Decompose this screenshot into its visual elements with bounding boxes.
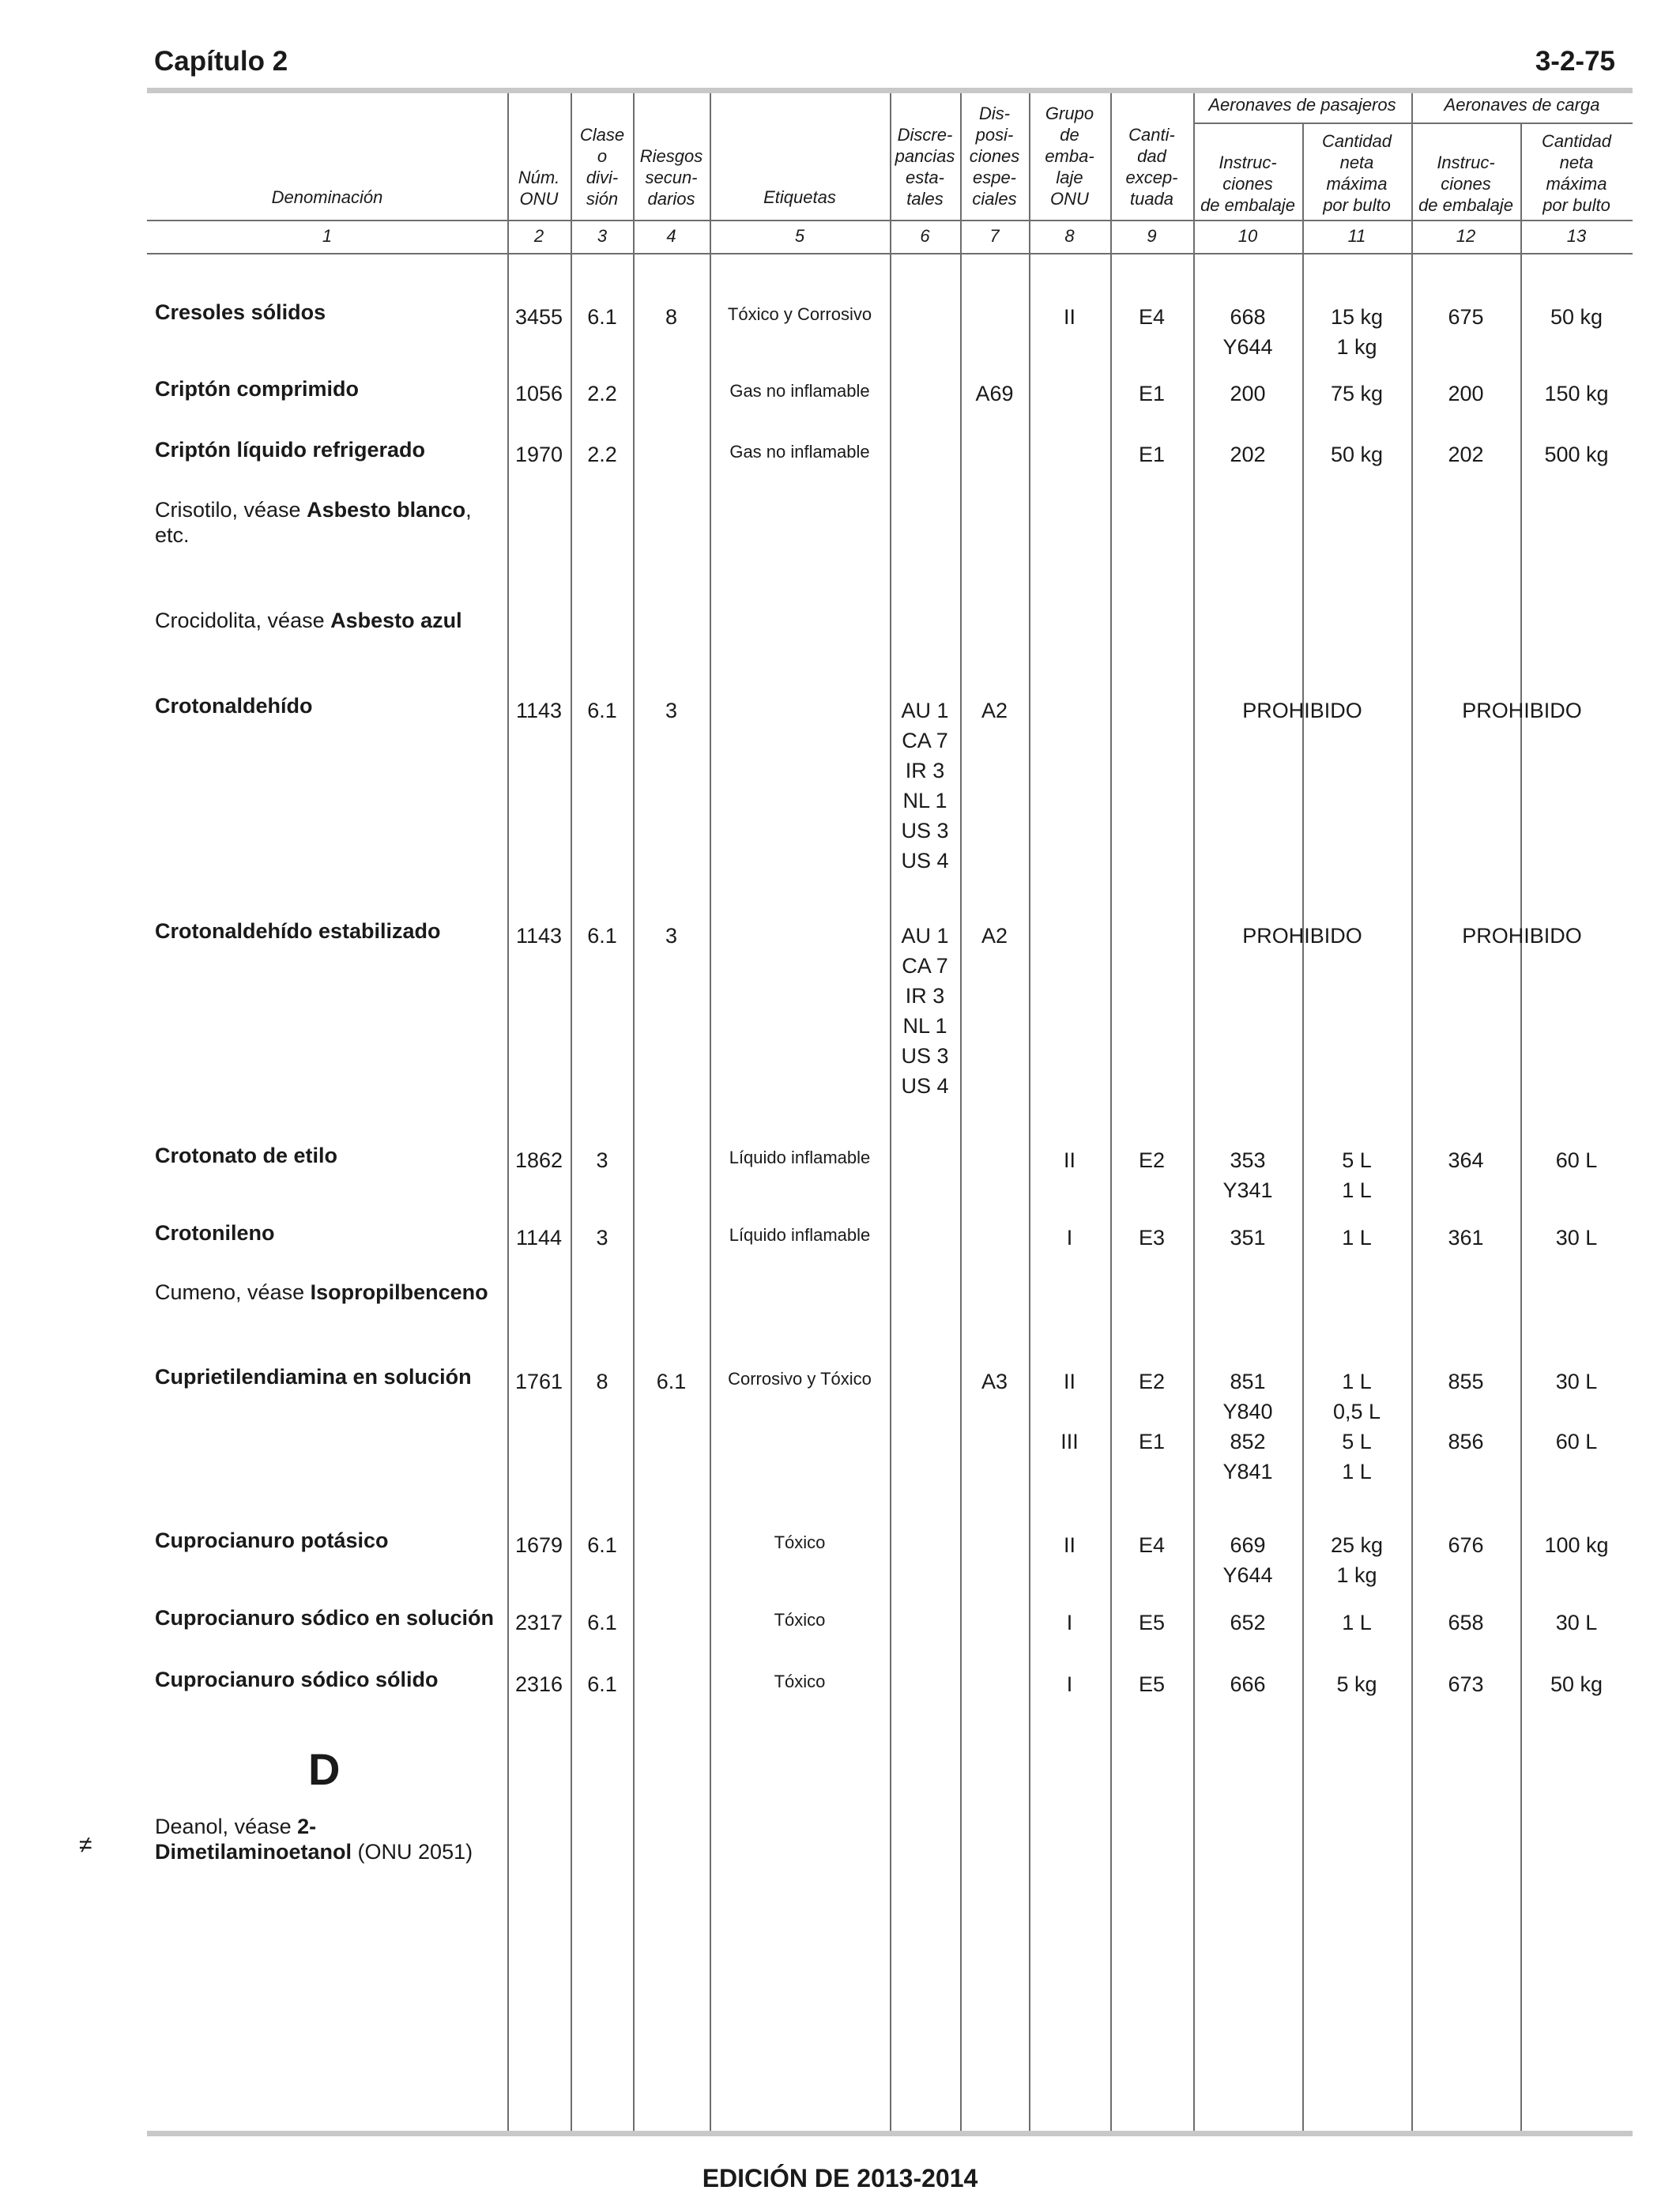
- cantidad-pasajeros-y: 0,5 L: [1332, 1400, 1381, 1423]
- column-number: 10: [1237, 226, 1258, 246]
- cantidad-carga: 60 L: [1555, 1430, 1598, 1453]
- grupo-embalaje: II: [1063, 1370, 1075, 1393]
- discrepancia-estatal: US 4: [901, 849, 949, 873]
- cross-reference-tail: (ONU 2051): [352, 1840, 473, 1864]
- prohibido-carga: PROHIBIDO: [1462, 699, 1582, 722]
- cross-reference-text: Crocidolita, véase: [155, 609, 331, 632]
- cantidad-exceptuada: E5: [1138, 1672, 1166, 1696]
- instruccion-pasajeros: 353: [1230, 1148, 1266, 1172]
- prohibido-carga: PROHIBIDO: [1462, 924, 1582, 948]
- cantidad-pasajeros: 50 kg: [1330, 443, 1384, 466]
- instruccion-pasajeros: 200: [1230, 382, 1266, 405]
- col-divider: [1302, 123, 1304, 2131]
- header-instrucciones-pasajeros: Instruc- ciones de embalaje: [1200, 153, 1295, 215]
- substance-name-text: Criptón líquido refrigerado: [155, 438, 425, 462]
- header-denominacion: Denominación: [271, 187, 383, 207]
- header-carga: Aeronaves de carga: [1444, 95, 1600, 115]
- substance-name: [155, 693, 495, 718]
- substance-name: [155, 300, 495, 325]
- cantidad-exceptuada: E5: [1138, 1611, 1166, 1634]
- discrepancia-estatal: AU 1: [901, 699, 949, 722]
- substance-name-text: Cuprocianuro sódico sólido: [155, 1668, 439, 1691]
- cross-reference-target: 2- Dimetilaminoetanol: [155, 1815, 352, 1864]
- header-instrucciones-carga: Instruc- ciones de embalaje: [1418, 153, 1513, 215]
- cantidad-exceptuada: E4: [1138, 1533, 1166, 1557]
- instruccion-carga: 200: [1448, 382, 1484, 405]
- cantidad-pasajeros: 1 L: [1342, 1611, 1372, 1634]
- substance-name: [155, 1814, 495, 1864]
- num-onu: 1056: [514, 382, 563, 405]
- amendment-mark: ≠: [79, 1832, 92, 1858]
- num-onu: 1679: [514, 1533, 563, 1557]
- header-cantidad-exceptuada: Canti- dad excep- tuada: [1125, 125, 1178, 209]
- header-etiquetas: Etiquetas: [763, 187, 836, 207]
- etiqueta: Líquido inflamable: [729, 1148, 871, 1167]
- header-cantidad-carga: Cantidad neta máxima por bulto: [1541, 131, 1612, 215]
- etiqueta: Tóxico: [774, 1532, 826, 1552]
- footer-rule: [147, 2131, 1633, 2136]
- prohibido-pasajeros: PROHIBIDO: [1242, 699, 1362, 722]
- header-discrepancias: Discre- pancias esta- tales: [895, 125, 955, 209]
- cantidad-exceptuada: E2: [1138, 1370, 1166, 1393]
- cantidad-pasajeros: 25 kg: [1330, 1533, 1384, 1557]
- header-pasajeros: Aeronaves de pasajeros: [1208, 95, 1396, 115]
- instruccion-pasajeros-y: Y341: [1222, 1178, 1273, 1202]
- cantidad-carga: 100 kg: [1544, 1533, 1609, 1557]
- instruccion-pasajeros: 852: [1230, 1430, 1266, 1453]
- cantidad-pasajeros: 15 kg: [1330, 305, 1384, 329]
- instruccion-carga: 675: [1448, 305, 1484, 329]
- aircraft-group-divider: [1195, 123, 1633, 124]
- cross-reference-target: Asbesto blanco: [307, 498, 466, 522]
- num-onu: 1144: [515, 1226, 563, 1250]
- substance-name-text: Cresoles sólidos: [155, 300, 326, 324]
- cantidad-carga: 30 L: [1555, 1226, 1598, 1250]
- instruccion-carga: 658: [1448, 1611, 1484, 1634]
- clase-division: 6.1: [587, 1533, 617, 1557]
- grupo-embalaje: II: [1063, 1533, 1075, 1557]
- substance-name-text: Cuprietilendiamina en solución: [155, 1365, 472, 1389]
- etiqueta: Gas no inflamable: [729, 442, 870, 462]
- etiqueta: Tóxico: [774, 1610, 826, 1630]
- chapter-title: Capítulo 2: [154, 46, 288, 77]
- cantidad-carga: 500 kg: [1544, 443, 1609, 466]
- column-number: 8: [1064, 226, 1075, 246]
- grupo-embalaje: I: [1066, 1226, 1073, 1250]
- header-clase: Clase o divi- sión: [579, 125, 625, 209]
- substance-name: [155, 608, 495, 633]
- column-number: 6: [920, 226, 930, 246]
- grupo-embalaje: I: [1066, 1611, 1073, 1634]
- substance-name-text: Crotonileno: [155, 1221, 275, 1245]
- header-cantidad-pasajeros: Cantidad neta máxima por bulto: [1321, 131, 1392, 215]
- instruccion-pasajeros-y: Y644: [1222, 335, 1273, 359]
- substance-name-text: Crotonato de etilo: [155, 1144, 337, 1167]
- clase-division: 3: [596, 1148, 608, 1172]
- column-number: 1: [322, 226, 333, 246]
- num-onu: 1143: [515, 699, 563, 722]
- discrepancia-estatal: NL 1: [902, 1014, 947, 1038]
- riesgo-secundario: 3: [665, 699, 678, 722]
- instruccion-carga: 202: [1448, 443, 1484, 466]
- clase-division: 6.1: [587, 699, 617, 722]
- cantidad-exceptuada: E3: [1138, 1226, 1166, 1250]
- substance-name: [155, 1143, 495, 1168]
- discrepancia-estatal: CA 7: [902, 954, 948, 978]
- instruccion-pasajeros: 669: [1230, 1533, 1266, 1557]
- etiqueta: Corrosivo y Tóxico: [728, 1369, 872, 1389]
- num-onu: 1143: [515, 924, 563, 948]
- discrepancia-estatal: AU 1: [901, 924, 949, 948]
- etiqueta: Líquido inflamable: [729, 1225, 871, 1245]
- substance-name-text: Crotonaldehído: [155, 694, 313, 718]
- cantidad-exceptuada: E2: [1138, 1148, 1166, 1172]
- col-divider: [1520, 123, 1522, 2131]
- cantidad-pasajeros: 75 kg: [1330, 382, 1384, 405]
- substance-name: [155, 1280, 495, 1305]
- disposicion-especial: A2: [981, 924, 1008, 948]
- header-num-onu: Núm. ONU: [518, 168, 560, 209]
- cantidad-carga: 50 kg: [1550, 1672, 1603, 1696]
- discrepancia-estatal: CA 7: [902, 729, 948, 752]
- header-disposiciones: Dis- posi- ciones espe- ciales: [969, 104, 1020, 209]
- cantidad-pasajeros: 5 L: [1342, 1430, 1372, 1453]
- instruccion-pasajeros: 652: [1230, 1611, 1266, 1634]
- riesgo-secundario: 8: [665, 305, 678, 329]
- etiqueta: Tóxico y Corrosivo: [727, 304, 872, 324]
- cantidad-pasajeros: 1 L: [1342, 1370, 1372, 1393]
- instruccion-carga: 676: [1448, 1533, 1484, 1557]
- clase-division: 6.1: [587, 924, 617, 948]
- cross-reference-text: Cumeno, véase: [155, 1280, 311, 1304]
- prohibido-pasajeros: PROHIBIDO: [1242, 924, 1362, 948]
- num-onu: 2316: [514, 1672, 563, 1696]
- column-number: 7: [989, 226, 1000, 246]
- cantidad-exceptuada: E1: [1138, 443, 1166, 466]
- etiqueta: Tóxico: [774, 1672, 826, 1691]
- grupo-embalaje: II: [1063, 1148, 1075, 1172]
- cross-reference-target: Isopropilbenceno: [310, 1280, 488, 1304]
- section-letter: D: [308, 1744, 341, 1794]
- substance-name: [155, 1364, 495, 1389]
- instruccion-carga: 856: [1448, 1430, 1484, 1453]
- cross-reference-text: Crisotilo, véase: [155, 498, 307, 522]
- discrepancia-estatal: US 3: [901, 1044, 949, 1068]
- clase-division: 6.1: [587, 1672, 617, 1696]
- clase-division: 6.1: [587, 305, 617, 329]
- cantidad-pasajeros: 5 L: [1342, 1148, 1372, 1172]
- cantidad-pasajeros: 5 kg: [1336, 1672, 1377, 1696]
- discrepancia-estatal: US 3: [901, 819, 949, 843]
- discrepancia-estatal: NL 1: [902, 789, 947, 812]
- cantidad-exceptuada: E4: [1138, 305, 1166, 329]
- edition-footer: EDICIÓN DE 2013-2014: [702, 2164, 978, 2192]
- substance-name: [155, 1220, 495, 1246]
- column-number: 11: [1347, 226, 1366, 246]
- instruccion-carga: 364: [1448, 1148, 1484, 1172]
- cantidad-pasajeros-y: 1 kg: [1336, 1563, 1377, 1587]
- header-riesgos: Riesgos secun- darios: [639, 146, 703, 209]
- cantidad-pasajeros-y: 1 L: [1342, 1460, 1372, 1483]
- instruccion-pasajeros: 666: [1230, 1672, 1266, 1696]
- instruccion-pasajeros-y: Y840: [1222, 1400, 1273, 1423]
- substance-name-text: Cuprocianuro potásico: [155, 1529, 389, 1552]
- discrepancia-estatal: IR 3: [905, 759, 945, 782]
- instruccion-carga: 673: [1448, 1672, 1484, 1696]
- substance-name: [155, 437, 495, 462]
- column-number: 4: [666, 226, 676, 246]
- col-divider: [1029, 93, 1030, 2131]
- cantidad-carga: 150 kg: [1544, 382, 1609, 405]
- cantidad-carga: 60 L: [1555, 1148, 1598, 1172]
- substance-name-text: Criptón comprimido: [155, 377, 359, 401]
- num-onu: 2317: [514, 1611, 563, 1634]
- col-divider: [890, 93, 891, 2131]
- clase-division: 2.2: [587, 443, 617, 466]
- clase-division: 8: [596, 1370, 608, 1393]
- clase-division: 6.1: [587, 1611, 617, 1634]
- column-number: 3: [597, 226, 608, 246]
- substance-name-text: Crotonaldehído estabilizado: [155, 919, 441, 943]
- cantidad-carga: 50 kg: [1550, 305, 1603, 329]
- cantidad-carga: 30 L: [1555, 1370, 1598, 1393]
- column-number: 12: [1456, 226, 1476, 246]
- cantidad-pasajeros-y: 1 L: [1342, 1178, 1372, 1202]
- substance-name-text: Cuprocianuro sódico en solución: [155, 1606, 495, 1630]
- cantidad-carga: 30 L: [1555, 1611, 1598, 1634]
- num-onu: 1862: [514, 1148, 563, 1172]
- column-number: 13: [1566, 226, 1587, 246]
- instruccion-pasajeros: 851: [1230, 1370, 1266, 1393]
- riesgo-secundario: 3: [665, 924, 678, 948]
- cantidad-pasajeros: 1 L: [1342, 1226, 1372, 1250]
- instruccion-carga: 361: [1448, 1226, 1484, 1250]
- instruccion-pasajeros-y: Y644: [1222, 1563, 1273, 1587]
- instruccion-pasajeros: 668: [1230, 305, 1266, 329]
- grupo-embalaje: I: [1066, 1672, 1073, 1696]
- num-onu: 1761: [514, 1370, 563, 1393]
- instruccion-carga: 855: [1448, 1370, 1484, 1393]
- etiqueta: Gas no inflamable: [729, 381, 870, 401]
- header-grupo: Grupo de emba- laje ONU: [1045, 104, 1094, 209]
- page-number: 3-2-75: [1535, 46, 1615, 77]
- substance-name: [155, 918, 495, 944]
- grupo-embalaje: III: [1060, 1430, 1079, 1453]
- instruccion-pasajeros-y: Y841: [1222, 1460, 1273, 1483]
- column-number: 2: [533, 226, 544, 246]
- num-onu: 3455: [514, 305, 563, 329]
- substance-name: [155, 1605, 495, 1630]
- disposicion-especial: A2: [981, 699, 1008, 722]
- cross-reference-tail: , etc.: [155, 498, 472, 547]
- clase-division: 2.2: [587, 382, 617, 405]
- disposicion-especial: A3: [981, 1370, 1008, 1393]
- substance-name: [155, 376, 495, 401]
- substance-name: [155, 1528, 495, 1553]
- instruccion-pasajeros: 351: [1230, 1226, 1266, 1250]
- clase-division: 3: [596, 1226, 608, 1250]
- num-onu: 1970: [514, 443, 563, 466]
- cross-reference-text: Deanol, véase: [155, 1815, 298, 1838]
- column-number: 9: [1147, 226, 1157, 246]
- grupo-embalaje: II: [1063, 305, 1075, 329]
- substance-name: [155, 1667, 495, 1692]
- cantidad-exceptuada: E1: [1138, 382, 1166, 405]
- discrepancia-estatal: US 4: [901, 1074, 949, 1098]
- cantidad-exceptuada: E1: [1138, 1430, 1166, 1453]
- cantidad-pasajeros-y: 1 kg: [1336, 335, 1377, 359]
- column-number: 5: [794, 226, 805, 246]
- instruccion-pasajeros: 202: [1230, 443, 1266, 466]
- disposicion-especial: A69: [975, 382, 1014, 405]
- substance-name: [155, 497, 495, 548]
- cross-reference-target: Asbesto azul: [330, 609, 462, 632]
- riesgo-secundario: 6.1: [656, 1370, 687, 1393]
- discrepancia-estatal: IR 3: [905, 984, 945, 1008]
- header-rule: [147, 88, 1633, 93]
